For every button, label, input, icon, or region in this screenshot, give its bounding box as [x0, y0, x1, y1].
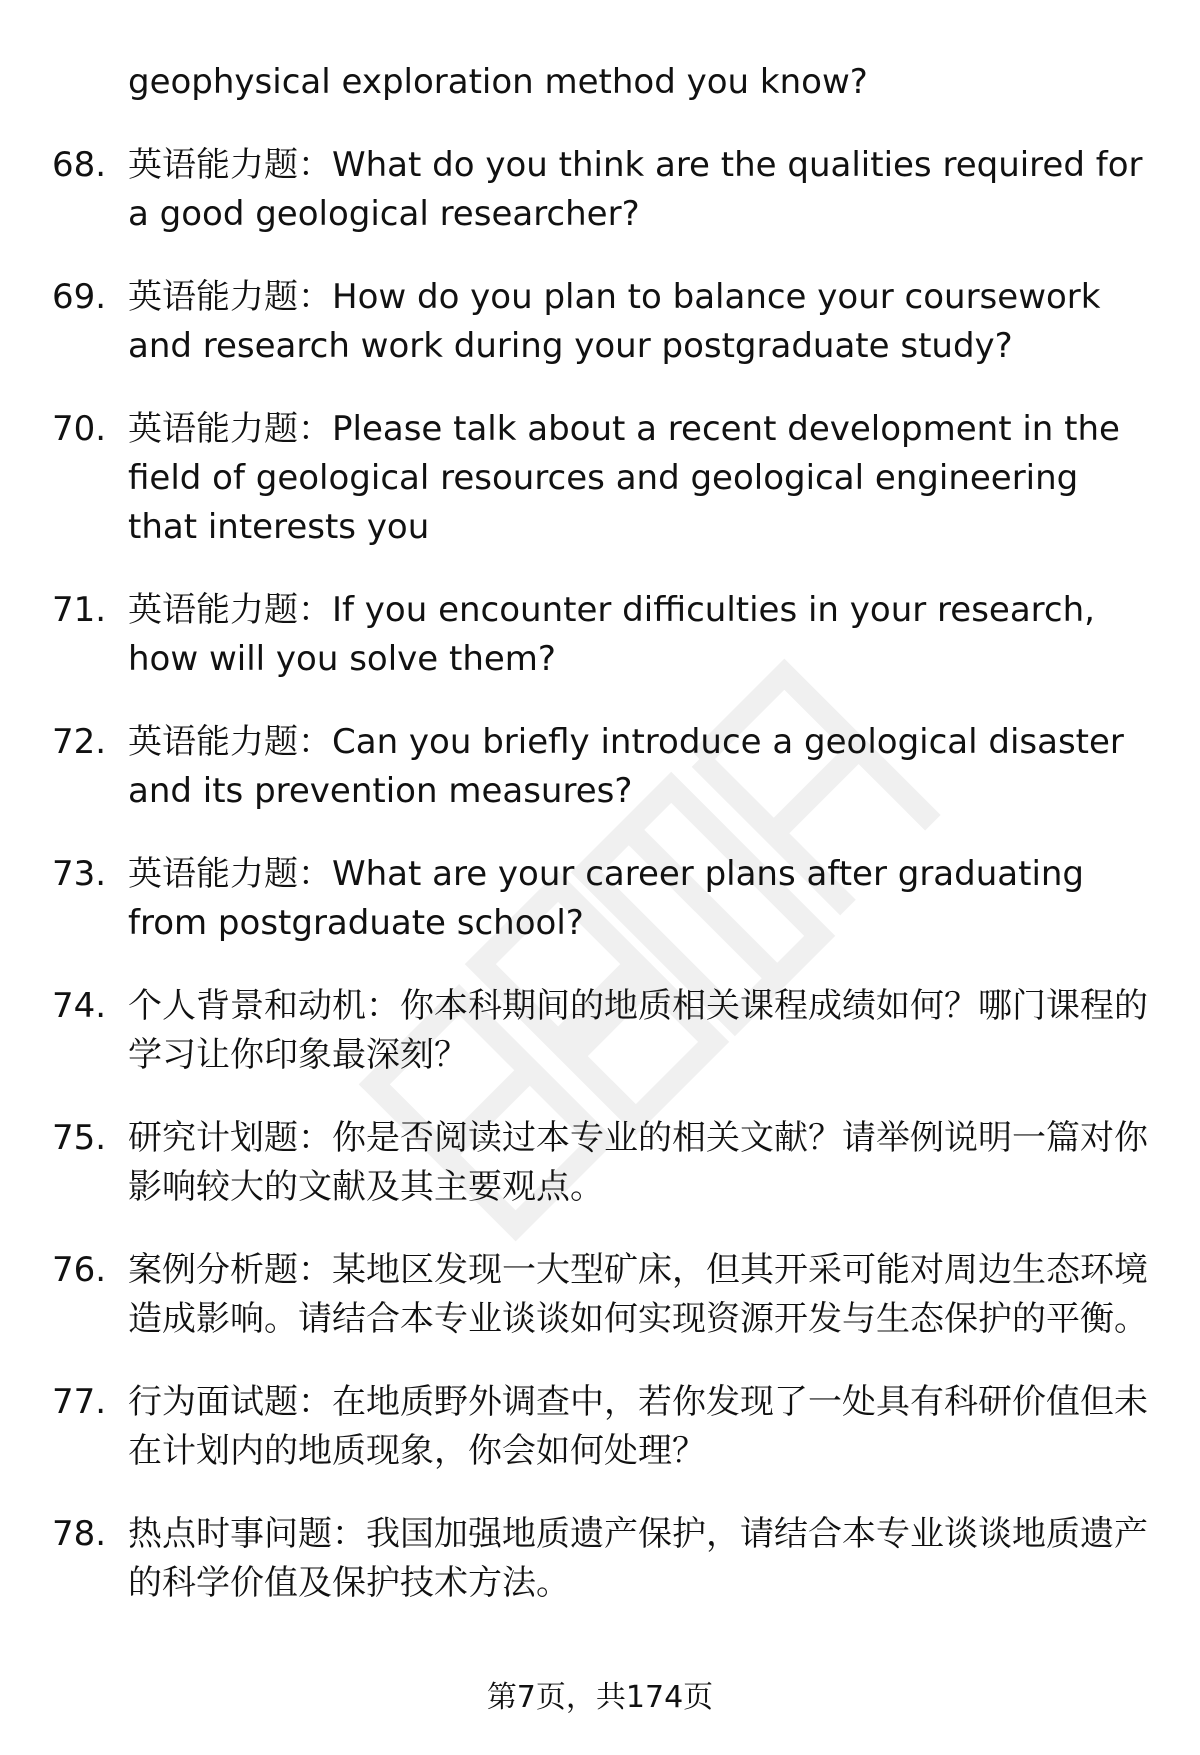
question-text: 在地质野外调查中，若你发现了一处具有科研价值但未在计划内的地质现象，你会如何处理？ [128, 1382, 1148, 1471]
question-item [0, 1246, 1148, 1344]
question-number: 68. [52, 145, 107, 185]
question-number: 75. [52, 1118, 107, 1158]
category-separator: ： [298, 1250, 332, 1290]
question-number: 74. [52, 986, 107, 1026]
question-item [0, 141, 1148, 239]
category-separator: ： [298, 722, 332, 762]
question-text: 你本科期间的地质相关课程成绩如何？哪门课程的学习让你印象最深刻？ [128, 986, 1148, 1075]
category-separator: ： [298, 590, 332, 630]
question-item [0, 273, 1148, 371]
question-text: What are your career plans after graduating from postgraduate school? [128, 854, 1085, 943]
question-text: 某地区发现一大型矿床，但其开采可能对周边生态环境造成影响。请结合本专业谈谈如何实现资源开发与生态保护的平衡。 [128, 1250, 1148, 1339]
question-number: 76. [52, 1250, 107, 1290]
question-item [0, 586, 1148, 684]
question-text: 我国加强地质遗产保护，请结合本专业谈谈地质遗产的科学价值及保护技术方法。 [128, 1514, 1148, 1603]
question-list [0, 141, 1200, 1608]
question-category: 英语能力题 [128, 409, 298, 449]
question-item [0, 982, 1148, 1080]
question-text: If you encounter difficulties in your research, how will you solve them? [128, 590, 1095, 679]
category-separator: ： [298, 1382, 332, 1422]
question-text: How do you plan to balance your coursework and research work during your postgraduate study? [128, 277, 1101, 366]
question-category: 案例分析题 [128, 1250, 298, 1290]
question-item [0, 850, 1148, 948]
question-category: 英语能力题 [128, 722, 298, 762]
question-number: 77. [52, 1382, 107, 1422]
question-text: Can you briefly introduce a geological disaster and its prevention measures? [128, 722, 1124, 811]
question-item [0, 1378, 1148, 1476]
question-text: Please talk about a recent development in the field of geological resources and geological engineering that interests you [128, 409, 1120, 547]
question-text: What do you think are the qualities required for a good geological researcher? [128, 145, 1143, 234]
question-item [0, 1510, 1148, 1608]
category-separator: ： [298, 854, 332, 894]
page-footer [0, 1676, 1200, 1720]
question-category: 英语能力题 [128, 277, 298, 317]
question-content [0, 58, 1200, 1608]
category-separator: ： [366, 986, 400, 1026]
category-separator: ： [298, 277, 332, 317]
question-category: 英语能力题 [128, 854, 298, 894]
question-category: 个人背景和动机 [128, 986, 366, 1026]
question-text: 你是否阅读过本专业的相关文献？请举例说明一篇对你影响较大的文献及其主要观点。 [128, 1118, 1148, 1207]
question-number: 69. [52, 277, 107, 317]
category-separator: ： [332, 1514, 366, 1554]
question-item [0, 1114, 1148, 1212]
page-number-label: 第7页，共174页 [486, 1680, 714, 1715]
continuation-text: geophysical exploration method you know? [128, 62, 868, 102]
question-number: 70. [52, 409, 107, 449]
question-number: 78. [52, 1514, 107, 1554]
question-number: 71. [52, 590, 107, 630]
question-category: 英语能力题 [128, 145, 298, 185]
question-category: 行为面试题 [128, 1382, 298, 1422]
question-category: 英语能力题 [128, 590, 298, 630]
question-item [0, 405, 1148, 552]
question-category: 热点时事问题 [128, 1514, 332, 1554]
question-category: 研究计划题 [128, 1118, 298, 1158]
category-separator: ： [298, 1118, 332, 1158]
category-separator: ： [298, 145, 332, 185]
question-number: 72. [52, 722, 107, 762]
question-item [0, 718, 1148, 816]
question-number: 73. [52, 854, 107, 894]
category-separator: ： [298, 409, 332, 449]
